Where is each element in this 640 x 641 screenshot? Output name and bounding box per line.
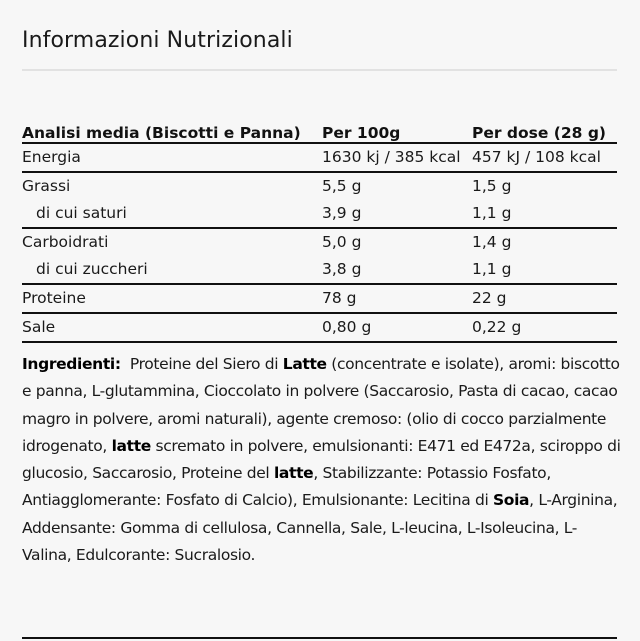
row-per-dose: 1,1 g	[472, 256, 617, 284]
allergen-highlight: latte	[273, 464, 314, 483]
row-label: di cui zuccheri	[22, 256, 322, 284]
ingredient-segment: , L-Arginina, Addensante: Gomma di cellulosa, Cannella, Sale, L-leucina, L-Isoleucina, L-Valina, Edulcorante: Sucralosio.	[22, 491, 618, 565]
section-title: Informazioni Nutrizionali	[22, 28, 293, 53]
header-per-100g: Per 100g	[322, 116, 472, 143]
table-row	[22, 256, 617, 284]
table-row	[22, 313, 617, 342]
row-label: Proteine	[22, 284, 322, 313]
row-per-dose: 0,22 g	[472, 313, 617, 342]
ingredient-segment: scremato in polvere, emulsionanti: E471 ed E472a, sciroppo di glucosio, Saccarosio, Proteine del	[22, 436, 621, 483]
allergen-highlight: Soia	[492, 491, 530, 510]
row-per-dose: 1,4 g	[472, 233, 512, 251]
bottom-divider	[22, 637, 617, 639]
row-per-100g: 0,80 g	[322, 313, 472, 342]
table-row	[22, 143, 617, 172]
table-row	[22, 228, 617, 256]
row-per-100g: 3,9 g	[322, 200, 472, 228]
ingredients-label: Ingredienti:	[22, 355, 121, 373]
table-header-row	[22, 116, 617, 143]
row-per-100g: 3,8 g	[322, 256, 472, 284]
row-per-100g: 78 g	[322, 284, 472, 313]
table-row	[22, 200, 617, 228]
row-per-100g: 1630 kj / 385 kcal	[322, 143, 472, 172]
row-per-dose: 1,5 g	[472, 177, 512, 195]
nutrition-table	[22, 116, 617, 343]
table-row	[22, 172, 617, 200]
row-per-100g: 5,0 g	[322, 233, 362, 251]
row-per-dose: 1,1 g	[472, 200, 617, 228]
row-label: Carboidrati	[22, 233, 109, 251]
ingredient-segment: Proteine del Siero di	[120, 355, 283, 373]
ingredients-text	[22, 351, 622, 569]
table-row	[22, 284, 617, 313]
allergen-highlight: latte	[111, 436, 151, 455]
row-per-dose: 457 kJ / 108 kcal	[472, 143, 617, 172]
ingredient-segment: (concentrate e isolate), aromi: biscotto e panna, L-glutammina, Cioccolato in polvere (Saccarosio, Pasta di cacao, cacao magro in polvere, aromi naturali), agente cremoso: (olio di cocco parzialmente idrogenato,	[22, 355, 620, 455]
allergen-highlight: Latte	[282, 355, 327, 373]
row-per-dose: 22 g	[472, 284, 617, 313]
row-label: di cui saturi	[22, 200, 322, 228]
row-per-100g: 5,5 g	[322, 177, 362, 195]
header-per-dose: Per dose (28 g)	[472, 116, 617, 143]
title-divider	[22, 69, 617, 71]
header-analysis: Analisi media (Biscotti e Panna)	[22, 116, 322, 143]
ingredient-segment: , Stabilizzante: Potassio Fosfato, Antiagglomerante: Fosfato di Calcio), Emulsionante: Lecitina di	[22, 464, 551, 510]
row-label: Energia	[22, 143, 322, 172]
row-label: Grassi	[22, 177, 71, 195]
row-label: Sale	[22, 313, 322, 342]
